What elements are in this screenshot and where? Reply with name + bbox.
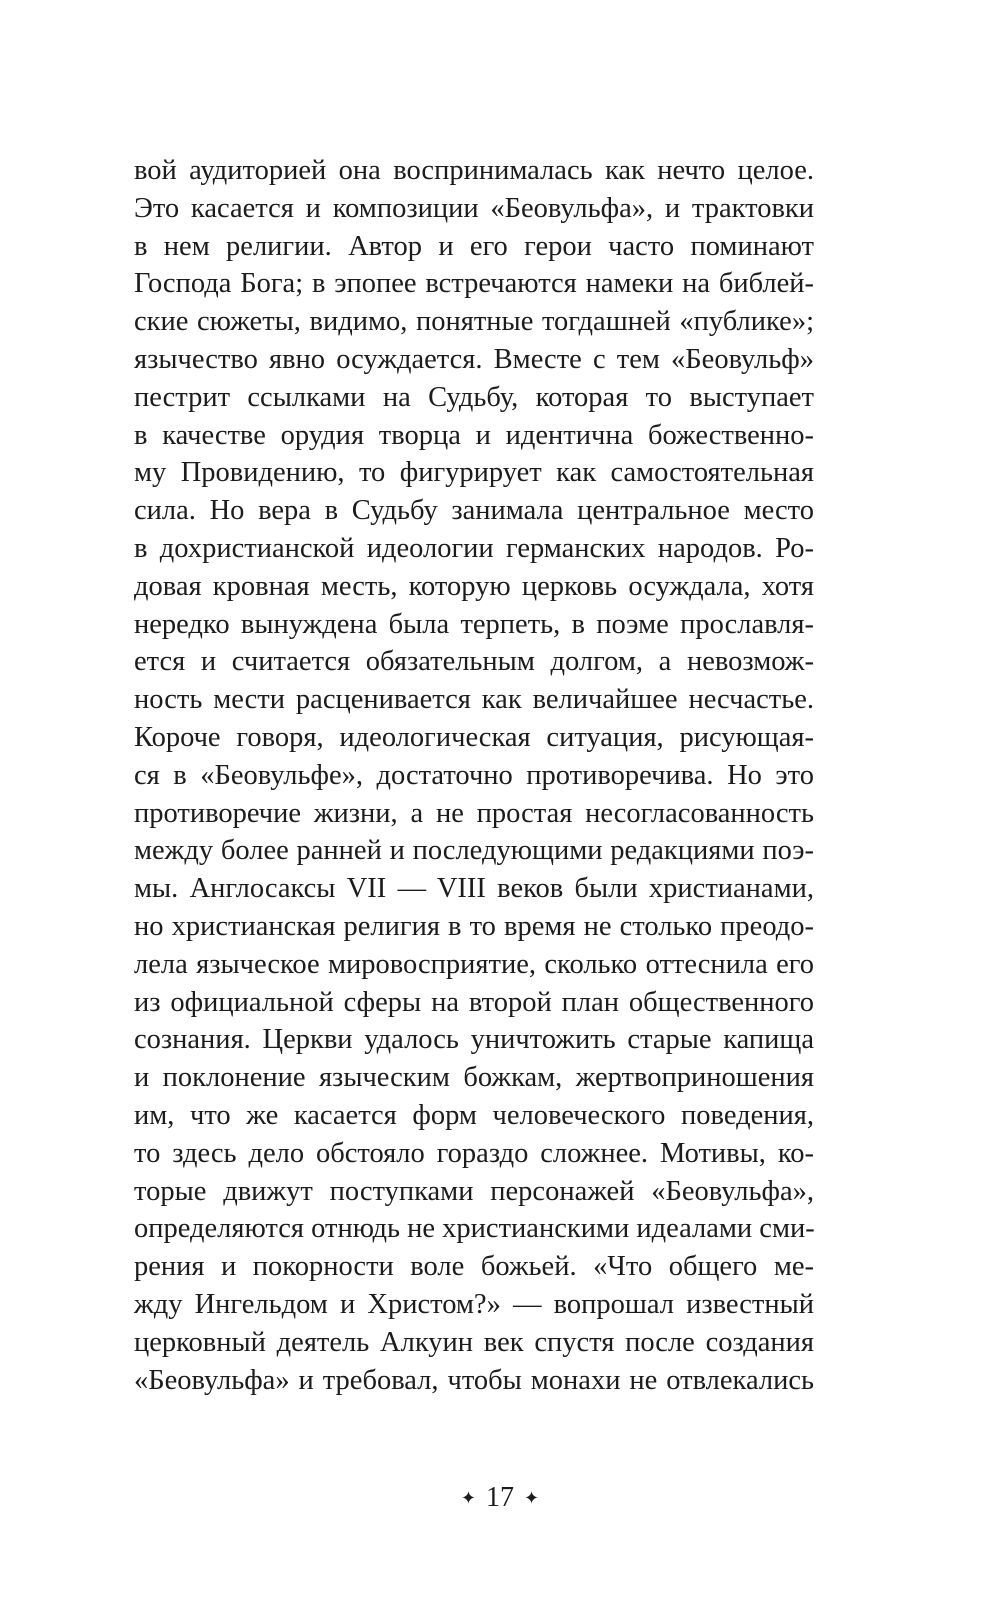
text-line: в дохристианской идеологии германских народов. Ро-	[134, 532, 814, 564]
text-line: вой аудиторией она воспринималась как нечто целое.	[134, 155, 814, 186]
body-text	[134, 152, 814, 1399]
text-line: противоречие жизни, а не простая несогласованность	[134, 797, 814, 829]
text-line: и поклонение языческим божкам, жертвоприношения	[134, 1062, 814, 1094]
text-line: лела языческое мировосприятие, сколько оттеснила его	[134, 948, 814, 980]
text-line: язычество явно осуждается. Вместе с тем «Беовульф»	[134, 343, 814, 375]
text-line: ские сюжеты, видимо, понятные тогдашней «публике»;	[134, 306, 814, 338]
text-line: рения и покорности воле божьей. «Что общего ме-	[134, 1251, 814, 1283]
text-line: жду Ингельдом и Христом?» — вопрошал известный	[134, 1288, 814, 1320]
page-number: 17	[486, 1482, 514, 1513]
text-line: определяются отнюдь не христианскими идеалами сми-	[134, 1213, 815, 1245]
text-line: но христианская религия в то время не столько преодо-	[134, 910, 814, 942]
page-number-footer	[0, 1478, 1000, 1520]
text-line: Короче говоря, идеологическая ситуация, рисующая-	[134, 721, 814, 753]
star-ornament-icon: ✦	[524, 1487, 540, 1508]
star-ornament-icon: ✦	[460, 1487, 476, 1508]
text-line: в нем религии. Автор и его герои часто поминают	[134, 230, 814, 262]
text-line: им, что же касается форм человеческого поведения,	[134, 1099, 814, 1131]
text-line: сила. Но вера в Судьбу занимала центральное место	[134, 495, 814, 527]
text-line: торые движут поступками персонажей «Беовульфа»,	[134, 1175, 814, 1207]
text-line: ность мести расценивается как величайшее несчастье.	[134, 684, 814, 716]
text-line: му Провидению, то фигурирует как самостоятельная	[134, 457, 814, 489]
text-line: в качестве орудия творца и идентична божественно-	[134, 419, 814, 451]
text-line: ется и считается обязательным долгом, а невозмож-	[134, 646, 814, 678]
text-line: нередко вынуждена была терпеть, в поэме прославля-	[134, 608, 814, 640]
text-line: мы. Англосаксы VII — VIII веков были христианами,	[134, 873, 814, 905]
text-line: ся в «Беовульфе», достаточно противоречива. Но это	[134, 759, 814, 791]
text-line: то здесь дело обстояло гораздо сложнее. Мотивы, ко-	[134, 1137, 814, 1169]
text-line: Это касается и композиции «Беовульфа», и трактовки	[134, 192, 814, 224]
text-line: «Беовульфа» и требовал, чтобы монахи не отвлекались	[134, 1364, 814, 1396]
text-line: сознания. Церкви удалось уничтожить старые капища	[134, 1024, 814, 1056]
text-line: из официальной сферы на второй план общественного	[134, 986, 814, 1018]
text-line: церковный деятель Алкуин век спустя после создания	[134, 1326, 814, 1358]
text-line: пестрит ссылками на Судьбу, которая то выступает	[134, 381, 814, 413]
text-line: Господа Бога; в эпопее встречаются намеки на библей-	[134, 268, 814, 300]
text-line: между более ранней и последующими редакциями поэ-	[134, 835, 814, 867]
text-line: довая кровная месть, которую церковь осуждала, хотя	[134, 570, 814, 602]
